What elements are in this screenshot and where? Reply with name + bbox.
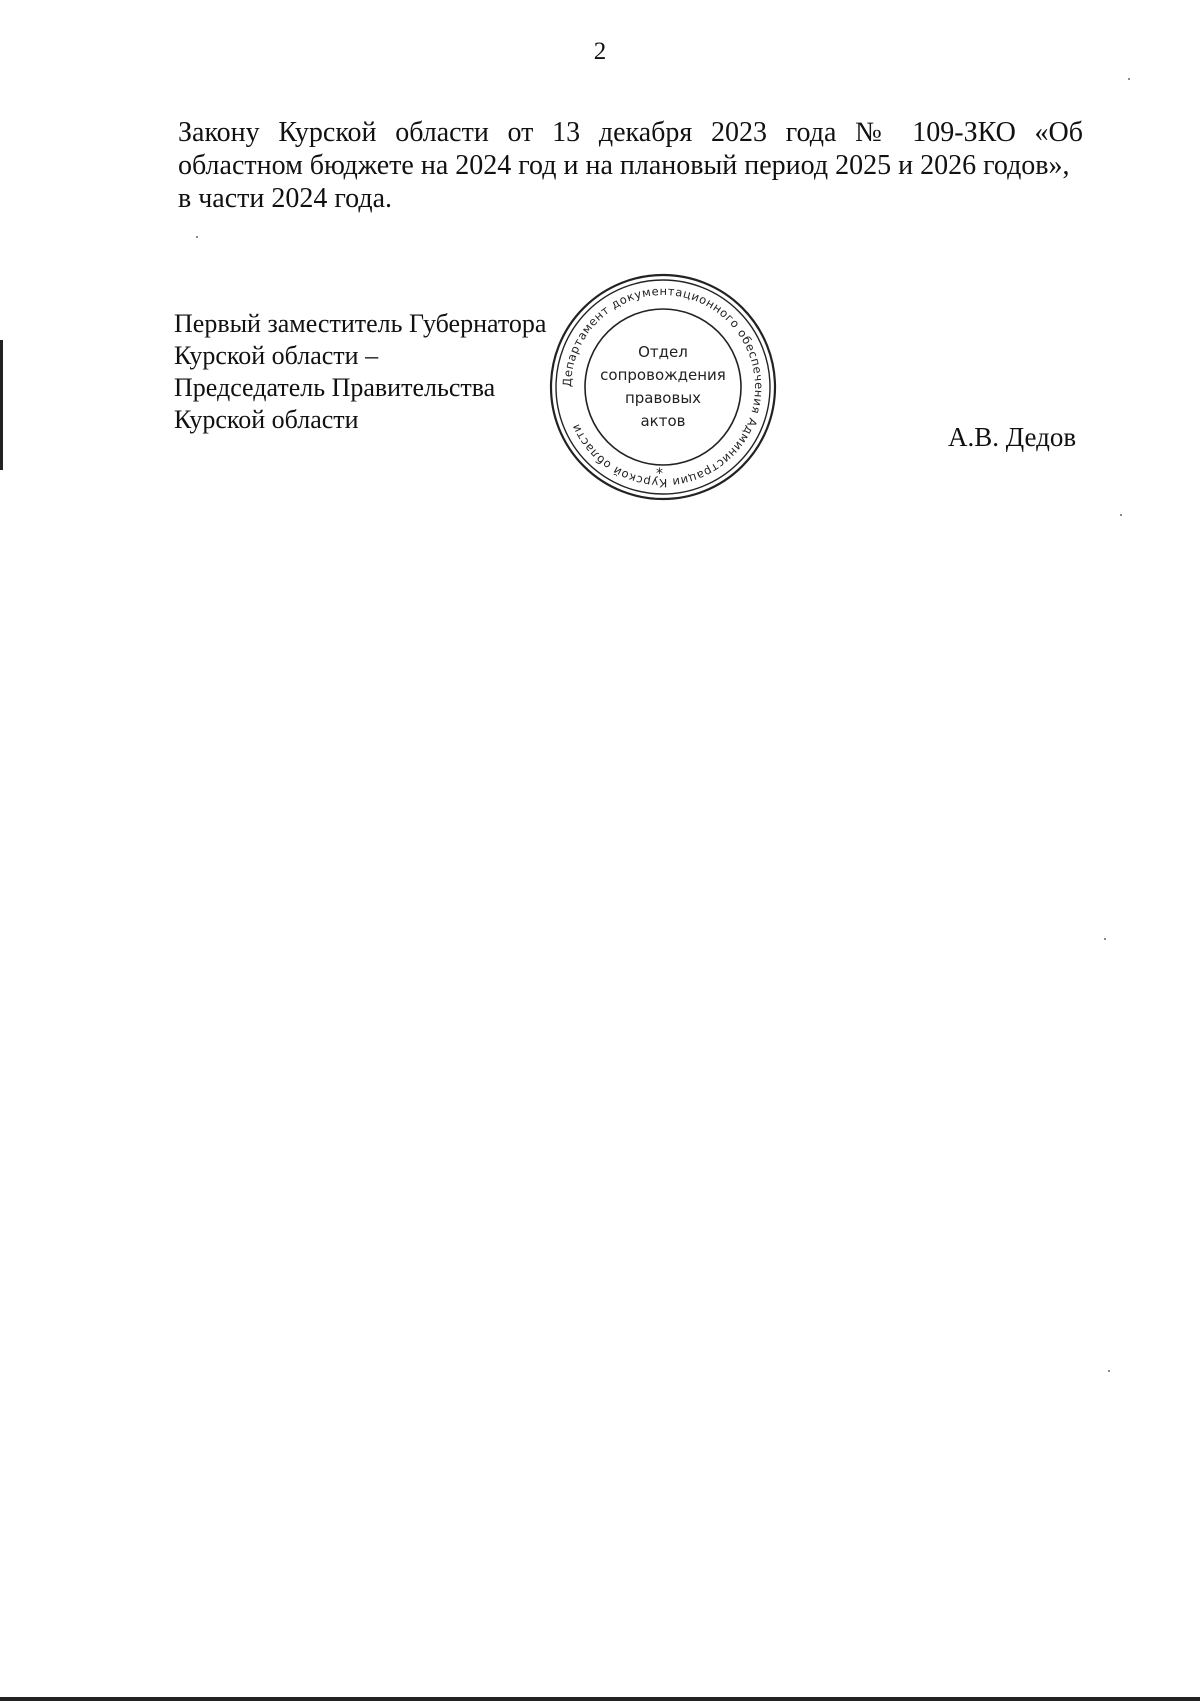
signatory-line-1: Первый заместитель Губернатора: [174, 309, 547, 338]
official-stamp: [548, 272, 778, 502]
scan-speck: [196, 236, 198, 238]
stamp-center-line-1: Отдел: [638, 343, 688, 361]
scan-speck: [1120, 514, 1122, 516]
signer-name: А.В. Дедов: [948, 422, 1077, 452]
scan-speck: [1104, 938, 1106, 940]
stamp-center-line-3: правовых: [624, 389, 702, 407]
signatory-title: [174, 308, 546, 436]
body-line-1: Закону Курской области от 13 декабря 2023 года № 109-ЗКО «Об: [178, 117, 1083, 148]
stamp-star: *: [656, 466, 663, 482]
stamp-ring-text: Департамент документационного обеспечения Администрации Курской области: [559, 283, 767, 491]
scan-margin-mark: [0, 340, 3, 470]
stamp-center-text: [548, 272, 778, 502]
body-paragraph: [178, 116, 1083, 215]
signatory-line-4: Курской области: [174, 405, 359, 434]
scan-speck: [1128, 78, 1130, 80]
signatory-line-3: Председатель Правительства: [174, 373, 496, 402]
body-line-3: в части 2024 года.: [178, 183, 393, 214]
signatory-line-2: Курской области –: [174, 341, 379, 370]
stamp-center-line-2: сопровождения: [600, 366, 726, 384]
body-line-2: областном бюджете на 2024 год и на плановый период 2025 и 2026 годов»,: [178, 150, 1070, 181]
stamp-center-line-4: актов: [640, 412, 686, 430]
page-number: 2: [593, 38, 607, 65]
scan-speck: [1108, 1370, 1110, 1372]
scan-bottom-edge: [0, 1697, 1200, 1701]
